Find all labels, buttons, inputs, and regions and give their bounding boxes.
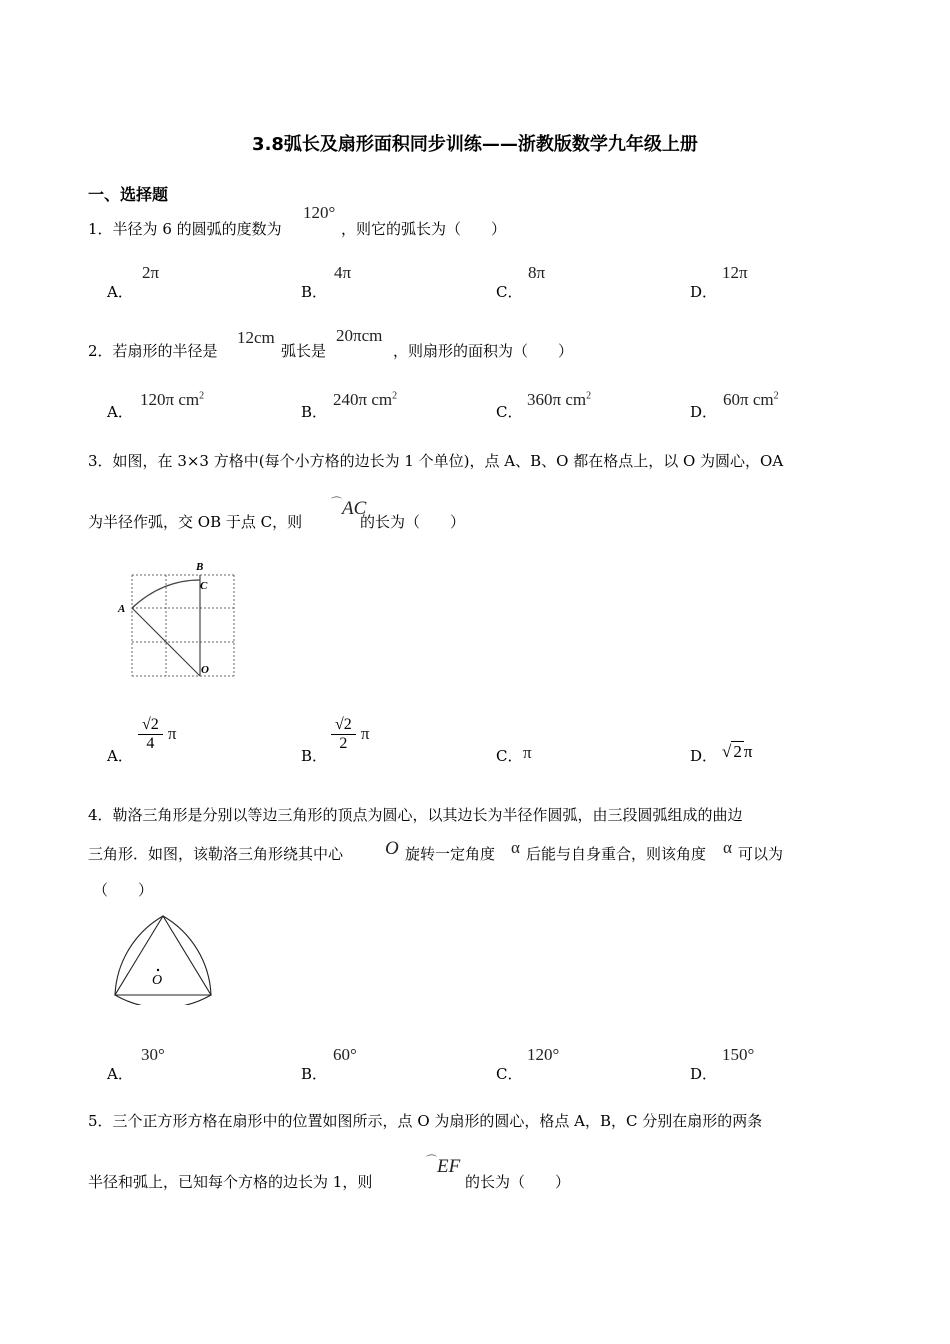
q2-option-d-value[interactable]: 60π $cm^2$ [723,390,779,409]
q2-radius-math: 12cm [237,328,275,347]
q1-angle-math: 120° [303,203,336,222]
q5-arc-math: ⌒EF [426,1155,461,1177]
q4-option-d-value[interactable]: 150° [722,1045,755,1064]
question-text: （ ） [93,881,154,899]
question-4-stem [88,805,743,825]
q1-option-a-letter[interactable]: A． [107,283,133,301]
q3-grid-figure [112,555,242,685]
question-3-stem [88,451,783,471]
q4-center-math: O [385,838,399,859]
q1-option-c-value[interactable]: 8π [528,263,546,282]
q2-option-d-letter[interactable]: D． [690,403,718,421]
question-text: 弧长是 [281,342,327,360]
reuleaux-triangle [115,916,211,1005]
label-o: O [201,664,209,676]
q3-option-d-letter[interactable]: D． [690,747,718,765]
question-1-stem [88,219,282,239]
q2-option-c-letter[interactable]: C． [496,403,523,421]
q1-option-d-value[interactable]: 12π [722,263,748,282]
label-o: O [152,973,163,988]
q3-option-c-letter[interactable]: C． [496,747,523,765]
section-heading: 一、选择题 [88,185,169,204]
question-text: 若扇形的半径是 [112,342,218,360]
grid-lines [132,575,234,676]
fraction: $\frac{√2}{4}$ [138,716,163,753]
q4-reuleaux-figure [108,910,218,1005]
question-number: 2． [88,342,113,360]
q3-option-b-letter[interactable]: B． [301,747,328,765]
question-number: 3． [88,452,113,470]
q4-option-a-letter[interactable]: A． [107,1065,133,1083]
question-text: 旋转一定角度 [405,845,496,863]
q4-option-c-value[interactable]: 120° [527,1045,560,1064]
q3-option-d-value[interactable]: √ 2 π [722,742,753,761]
question-number: 4． [88,806,113,824]
question-number: 1． [88,220,113,238]
question-text: 的长为（ ） [465,1173,571,1191]
question-text: 可以为 [738,845,784,863]
q4-alpha-math: α [511,838,520,857]
q2-option-b-value[interactable]: 240π $cm^2$ [333,390,398,409]
question-text: 半径和弧上，已知每个方格的边长为 1，则 [88,1173,373,1191]
q3-option-c-value[interactable]: π [523,743,532,762]
q1-option-c-letter[interactable]: C． [496,283,523,301]
q4-option-b-value[interactable]: 60° [333,1045,357,1064]
question-text: ，则扇形的面积为（ ） [393,342,574,360]
q4-option-d-letter[interactable]: D． [690,1065,718,1083]
q4-option-a-value[interactable]: 30° [141,1045,165,1064]
q1-option-d-letter[interactable]: D． [690,283,718,301]
page-title: 3.8弧长及扇形面积同步训练——浙教版数学九年级上册 [252,134,698,155]
q2-option-c-value[interactable]: 360π $cm^2$ [527,390,592,409]
q1-option-b-value[interactable]: 4π [334,263,352,282]
q4-alpha-math-2: α [723,838,732,857]
question-text: 勒洛三角形是分别以等边三角形的顶点为圆心，以其边长为半径作圆弧，由三段圆弧组成的曲边 [112,806,743,824]
q2-option-b-letter[interactable]: B． [301,403,328,421]
q2-option-a-letter[interactable]: A． [107,403,133,421]
question-text: 三个正方形方格在扇形中的位置如图所示，点 O 为扇形的圆心，格点 A，B，C 分别在扇形的两条 [112,1112,763,1130]
question-text: 三角形．如图，该勒洛三角形绕其中心 [88,845,344,863]
q1-option-b-letter[interactable]: B． [301,283,328,301]
q2-option-a-value[interactable]: 120π $cm^2$ [140,390,205,409]
question-2-stem [88,341,218,361]
label-b: B [196,561,204,573]
q3-option-a-value[interactable]: $\frac{√2}{4}$ π [138,716,176,753]
question-5-stem [88,1111,762,1131]
question-text: 后能与自身重合，则该角度 [526,845,707,863]
question-text: ，则它的弧长为（ ） [341,220,507,238]
question-text: 如图，在 3×3 方格中(每个小方格的边长为 1 个单位)，点 A、B、O 都在格点上，以 O 为圆心，OA [112,452,784,470]
q4-option-b-letter[interactable]: B． [301,1065,328,1083]
fraction: $\frac{√2}{2}$ [331,716,356,753]
equilateral-triangle [115,916,211,995]
center-dot [157,969,159,971]
question-text: 的长为（ ） [360,513,466,531]
label-c: C [200,580,208,592]
q3-option-a-letter[interactable]: A． [107,747,133,765]
q3-arc-math: ⌒AC [331,497,367,519]
question-number: 5． [88,1112,113,1130]
q1-option-a-value[interactable]: 2π [142,263,160,282]
label-a: A [118,603,126,615]
q3-option-b-value[interactable]: $\frac{√2}{2}$ π [331,716,369,753]
question-text: 半径为 6 的圆弧的度数为 [112,220,282,238]
question-text: 为半径作弧，交 OB 于点 C，则 [88,513,303,531]
q4-option-c-letter[interactable]: C． [496,1065,523,1083]
q2-arc-math: 20πcm [336,326,383,345]
